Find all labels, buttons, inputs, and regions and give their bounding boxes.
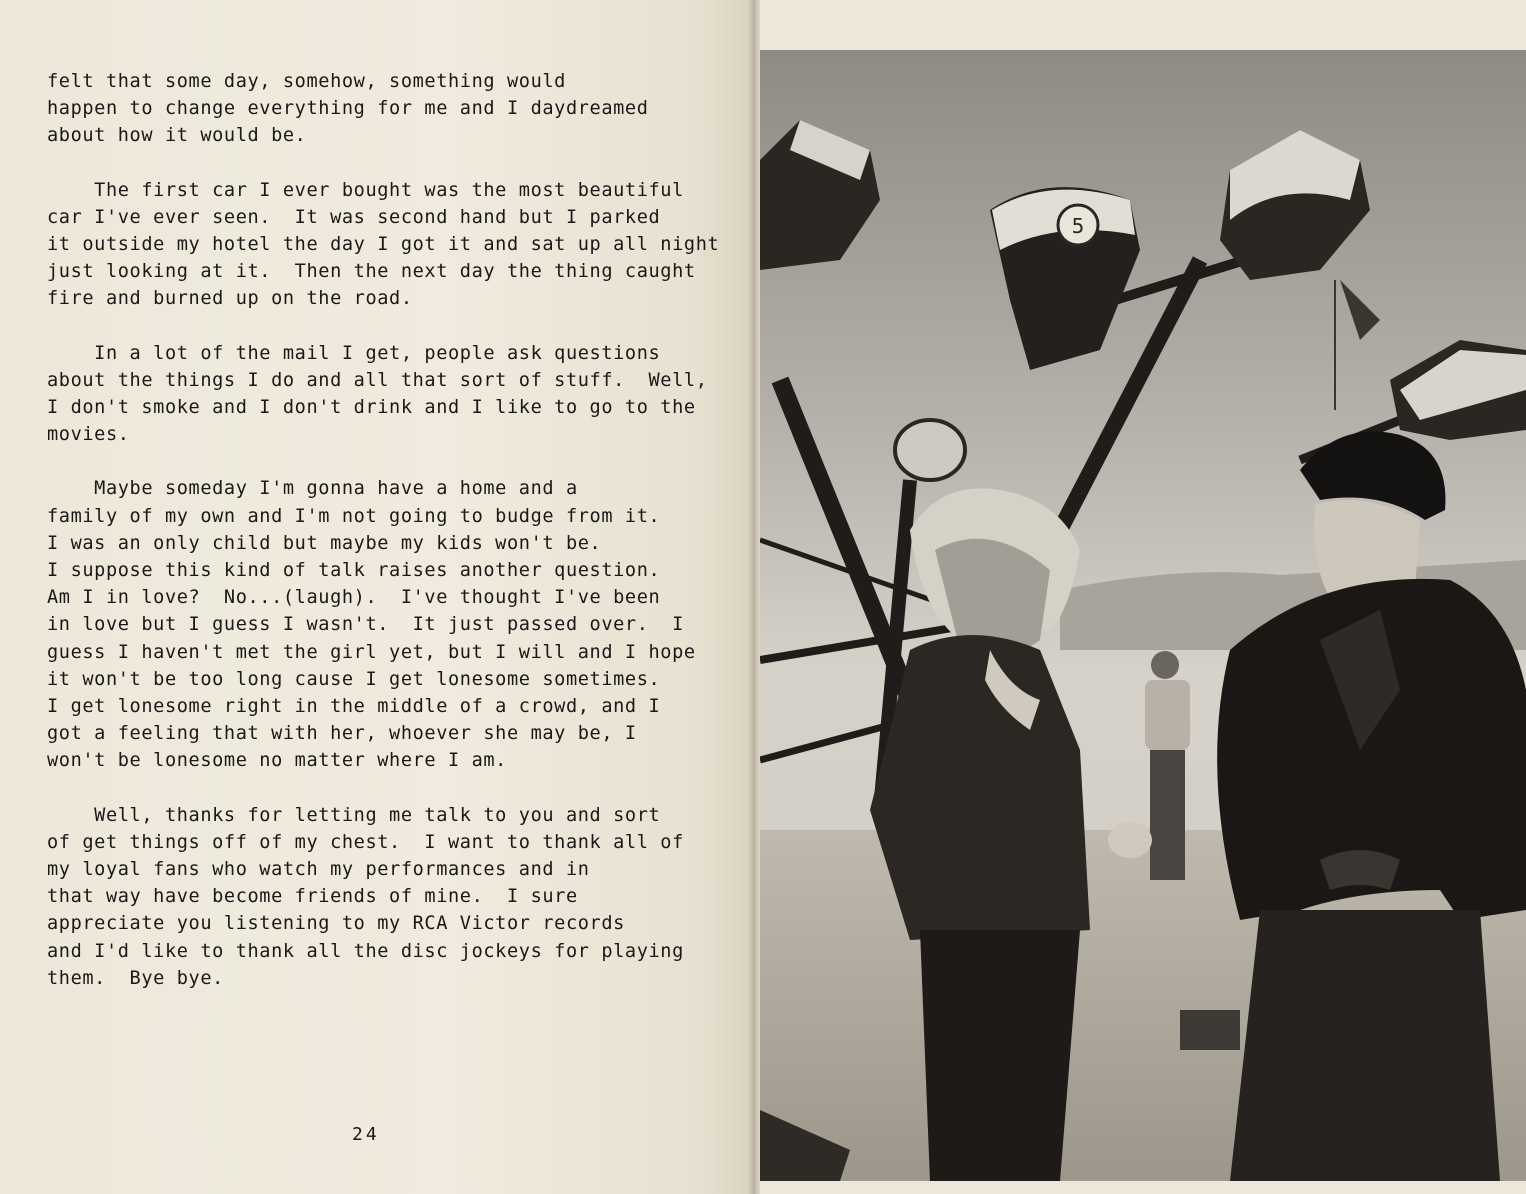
page-number: 24 [352,1124,380,1145]
text-line: I suppose this kind of talk raises another question. [47,560,661,582]
ride-car [895,420,965,480]
text-line: Am I in love? No...(laugh). I've thought I've been [47,587,661,609]
text-line: I get lonesome right in the middle of a crowd, and I [47,696,661,718]
text-line: them. Bye bye. [47,967,224,989]
text-line: I don't smoke and I don't drink and I like to go to the [47,397,696,419]
text-line: The first car I ever bought was the most beautiful [47,179,684,201]
crate [1180,1010,1240,1050]
text-line: felt that some day, somehow, something would [47,71,566,92]
text-line: happen to change everything for me and I daydreamed [47,98,649,120]
background-man [1145,651,1190,880]
text-line: I was an only child but maybe my kids won't be. [47,532,602,554]
paragraph [47,177,720,313]
text-line: about the things I do and all that sort of stuff. Well, [47,369,708,391]
text-line: fire and burned up on the road. [47,288,413,310]
photograph [760,50,1526,1181]
text-line: that way have become friends of mine. I sure [47,886,578,908]
text-line: about how it would be. [47,125,307,147]
text-line: it outside my hotel the day I got it and sat up all night [47,234,720,256]
paragraph [47,68,707,150]
carnival-photo-illustration [760,50,1526,1181]
text-line: just looking at it. Then the next day the thing caught [47,261,696,283]
paragraph [47,802,707,992]
text-line: guess I haven't met the girl yet, but I will and I hope [47,641,696,663]
text-line: car I've ever seen. It was second hand but I parked [47,206,661,228]
text-line: got a feeling that with her, whoever she may be, I [47,723,637,745]
text-line: movies. [47,424,130,446]
text-line: of get things off of my chest. I want to thank all of [47,831,684,853]
text-line: Well, thanks for letting me talk to you and sort [47,804,661,826]
text-line: won't be lonesome no matter where I am. [47,750,507,772]
text-line: and I'd like to thank all the disc jockeys for playing [47,940,684,962]
left-page [0,0,755,1194]
body-text [47,68,720,1019]
text-line: In a lot of the mail I get, people ask questions [47,342,661,364]
text-line: family of my own and I'm not going to budge from it. [47,505,661,527]
text-line: Maybe someday I'm gonna have a home and a [47,478,578,500]
text-line: appreciate you listening to my RCA Victor records [47,913,625,935]
text-line: it won't be too long cause I get lonesome sometimes. [47,668,661,690]
paragraph [47,475,707,774]
paragraph [47,340,707,449]
ride-car-number: 5 [1071,214,1085,238]
text-line: in love but I guess I wasn't. It just passed over. I [47,614,684,636]
text-line: my loyal fans who watch my performances and in [47,859,590,881]
